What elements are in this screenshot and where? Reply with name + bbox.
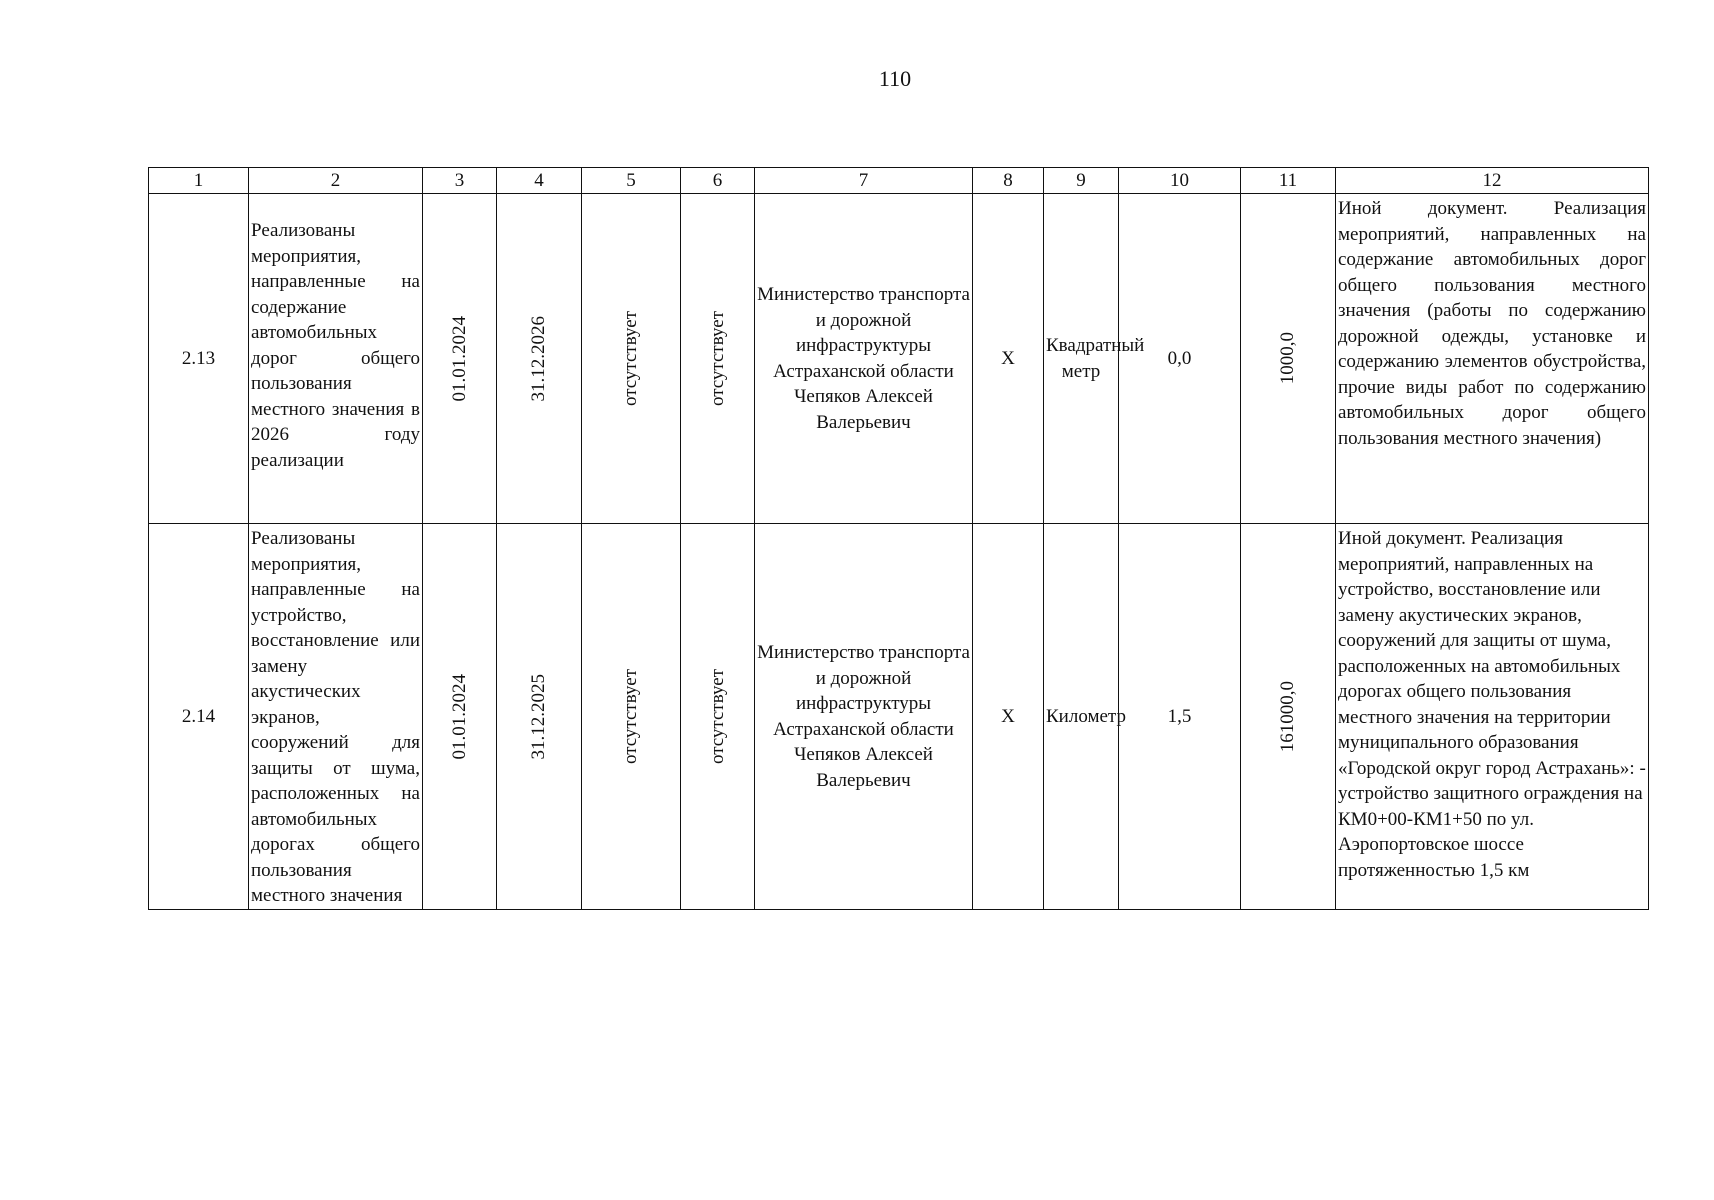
amount — [1241, 194, 1336, 524]
row-number: 2.14 — [149, 524, 249, 910]
col8-mark: X — [973, 524, 1044, 910]
col6-value — [681, 194, 755, 524]
end-date-text: 31.12.2026 — [528, 315, 550, 402]
measures-table — [148, 167, 1649, 910]
col5-text: отсутствует — [620, 310, 642, 407]
amount-text: 1000,0 — [1277, 332, 1299, 385]
end-date — [497, 194, 582, 524]
start-date-text: 01.01.2024 — [448, 315, 470, 402]
responsible-party: Министерство транспорта и дорожной инфраструктуры Астраханской области Чепяков Алексей Валерьевич — [755, 524, 973, 910]
table-row — [149, 194, 1649, 524]
page-number: 110 — [878, 66, 912, 91]
header-cell-6: 6 — [681, 168, 755, 194]
end-date — [497, 524, 582, 910]
header-cell-10: 10 — [1119, 168, 1241, 194]
start-date — [423, 194, 497, 524]
col6-text: отсутствует — [706, 668, 728, 765]
header-row — [149, 168, 1649, 194]
document-description: Иной документ. Реализация мероприятий, направленных на содержание автомобильных дорог общего пользования местного значения (работы по содержанию дорожной одежды, установке и содержанию элементов обустройства, прочие виды работ по содержанию автомобильных дорог общего пользования местного значения) — [1336, 194, 1649, 524]
result-description: Реализованы мероприятия, направленные на устройство, восстановление или замену акустических экранов, сооружений для защиты от шума, расположенных на автомобильных дорогах общего пользования местного значения — [249, 524, 423, 910]
unit-of-measure: Квадратный метр — [1044, 194, 1119, 524]
end-date-text: 31.12.2025 — [528, 673, 550, 760]
table-row — [149, 524, 1649, 910]
base-value: 0,0 — [1119, 194, 1241, 524]
header-cell-7: 7 — [755, 168, 973, 194]
col5-value — [582, 524, 681, 910]
col6-value — [681, 524, 755, 910]
header-cell-11: 11 — [1241, 168, 1336, 194]
amount — [1241, 524, 1336, 910]
header-cell-2: 2 — [249, 168, 423, 194]
unit-of-measure: Километр — [1044, 524, 1119, 910]
header-cell-8: 8 — [973, 168, 1044, 194]
col6-text: отсутствует — [706, 310, 728, 407]
header-cell-4: 4 — [497, 168, 582, 194]
responsible-party: Министерство транспорта и дорожной инфраструктуры Астраханской области Чепяков Алексей Валерьевич — [755, 194, 973, 524]
col5-text: отсутствует — [620, 668, 642, 765]
amount-text: 161000,0 — [1277, 680, 1299, 753]
row-number: 2.13 — [149, 194, 249, 524]
document-description: Иной документ. Реализация мероприятий, направленных на устройство, восстановление или замену акустических экранов, сооружений для защиты от шума, расположенных на автомобильных дорогах общего пользования местного значения на территории муниципального образования «Городской округ город Астрахань»: - устройство защитного ограждения на КМ0+00-КМ1+50 по ул. Аэропортовское шоссе протяженностью 1,5 км — [1336, 524, 1649, 910]
col5-value — [582, 194, 681, 524]
header-cell-5: 5 — [582, 168, 681, 194]
start-date-text: 01.01.2024 — [448, 673, 470, 760]
header-cell-1: 1 — [149, 168, 249, 194]
col8-mark: X — [973, 194, 1044, 524]
header-cell-9: 9 — [1044, 168, 1119, 194]
start-date — [423, 524, 497, 910]
result-description: Реализованы мероприятия, направленные на содержание автомобильных дорог общего пользования местного значения в 2026 году реализации — [249, 194, 423, 524]
base-value: 1,5 — [1119, 524, 1241, 910]
header-cell-12: 12 — [1336, 168, 1649, 194]
header-cell-3: 3 — [423, 168, 497, 194]
